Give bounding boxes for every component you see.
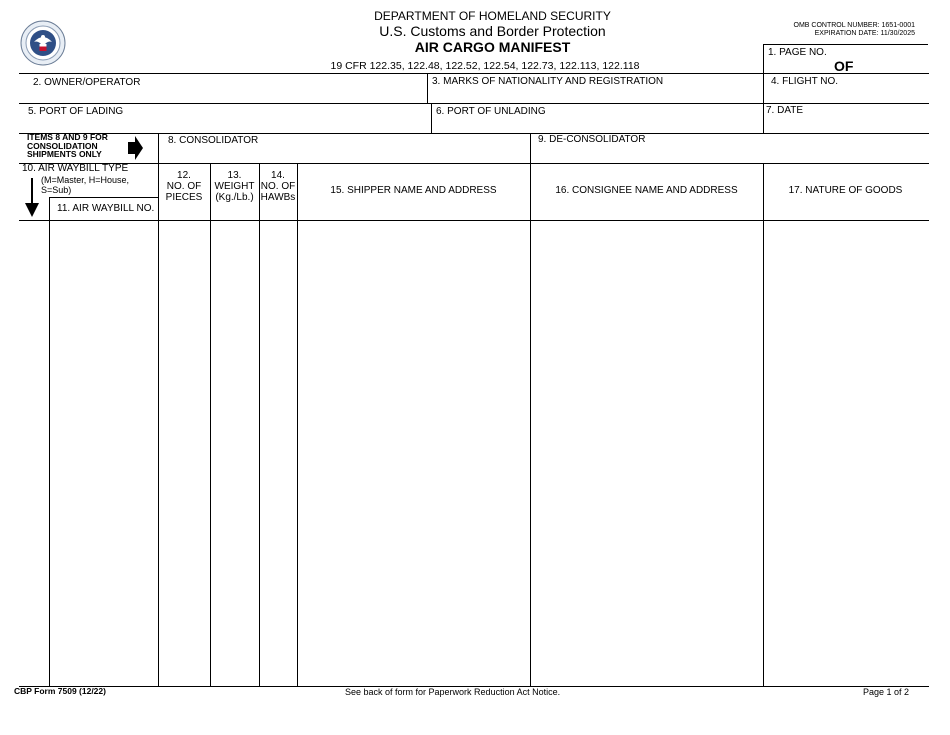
consolidator-field[interactable]: 8. CONSOLIDATOR bbox=[168, 135, 259, 146]
weight-entries[interactable] bbox=[211, 221, 259, 686]
nature-of-goods-entries[interactable] bbox=[764, 221, 928, 686]
agency-title: U.S. Customs and Border Protection bbox=[379, 23, 606, 39]
arrow-down-icon bbox=[25, 178, 39, 223]
port-of-unlading-field[interactable]: 6. PORT OF UNLADING bbox=[436, 106, 546, 117]
col-13-weight: 13. WEIGHT (Kg./Lb.) bbox=[214, 170, 255, 203]
shipper-entries[interactable] bbox=[298, 221, 530, 686]
col-15-shipper: 15. SHIPPER NAME AND ADDRESS bbox=[330, 185, 497, 196]
form-title: AIR CARGO MANIFEST bbox=[414, 39, 571, 55]
omb-control-number: OMB CONTROL NUMBER: 1651-0001 bbox=[793, 22, 915, 29]
col-14-hawbs: 14. NO. OF HAWBs bbox=[260, 170, 296, 203]
owner-operator-field[interactable]: 2. OWNER/OPERATOR bbox=[33, 77, 141, 88]
date-field[interactable]: 7. DATE bbox=[766, 105, 804, 116]
page-indicator: Page 1 of 2 bbox=[863, 687, 910, 697]
col-16-consignee: 16. CONSIGNEE NAME AND ADDRESS bbox=[555, 185, 738, 196]
regulations-citation: 19 CFR 122.35, 122.48, 122.52, 122.54, 122.73, 122.113, 122.118 bbox=[330, 60, 640, 72]
port-of-lading-field[interactable]: 5. PORT OF LADING bbox=[28, 106, 124, 117]
col-12-pieces: 12. NO. OF PIECES bbox=[165, 170, 203, 203]
col-10-legend-1: (M=Master, H=House, bbox=[41, 175, 130, 185]
flight-no-field[interactable]: 4. FLIGHT NO. bbox=[771, 76, 839, 87]
form-number: CBP Form 7509 (12/22) bbox=[14, 686, 106, 696]
col-17-nature-of-goods: 17. NATURE OF GOODS bbox=[788, 185, 903, 196]
hawbs-entries[interactable] bbox=[260, 221, 297, 686]
deconsolidator-field[interactable]: 9. DE-CONSOLIDATOR bbox=[538, 134, 646, 145]
consolidation-note: ITEMS 8 AND 9 FOR CONSOLIDATION SHIPMENTS ONLY bbox=[27, 132, 108, 159]
pieces-entries[interactable] bbox=[159, 221, 210, 686]
consignee-entries[interactable] bbox=[531, 221, 763, 686]
col-10-label: 10. AIR WAYBILL TYPE bbox=[22, 163, 129, 174]
paperwork-notice: See back of form for Paperwork Reduction Act Notice. bbox=[345, 687, 561, 697]
dhs-seal-icon bbox=[20, 20, 66, 66]
col-10-legend-2: S=Sub) bbox=[41, 185, 72, 195]
arrow-right-icon bbox=[127, 135, 144, 166]
page-of-label: OF bbox=[834, 58, 854, 74]
air-waybill-entries[interactable] bbox=[49, 221, 158, 686]
marks-nationality-field[interactable]: 3. MARKS OF NATIONALITY AND REGISTRATION bbox=[432, 76, 664, 87]
page-no-label: 1. PAGE NO. bbox=[768, 47, 827, 58]
col-11-air-waybill-no: 11. AIR WAYBILL NO. bbox=[57, 203, 155, 214]
department-title: DEPARTMENT OF HOMELAND SECURITY bbox=[374, 9, 611, 23]
expiration-date: EXPIRATION DATE: 11/30/2025 bbox=[814, 30, 915, 37]
